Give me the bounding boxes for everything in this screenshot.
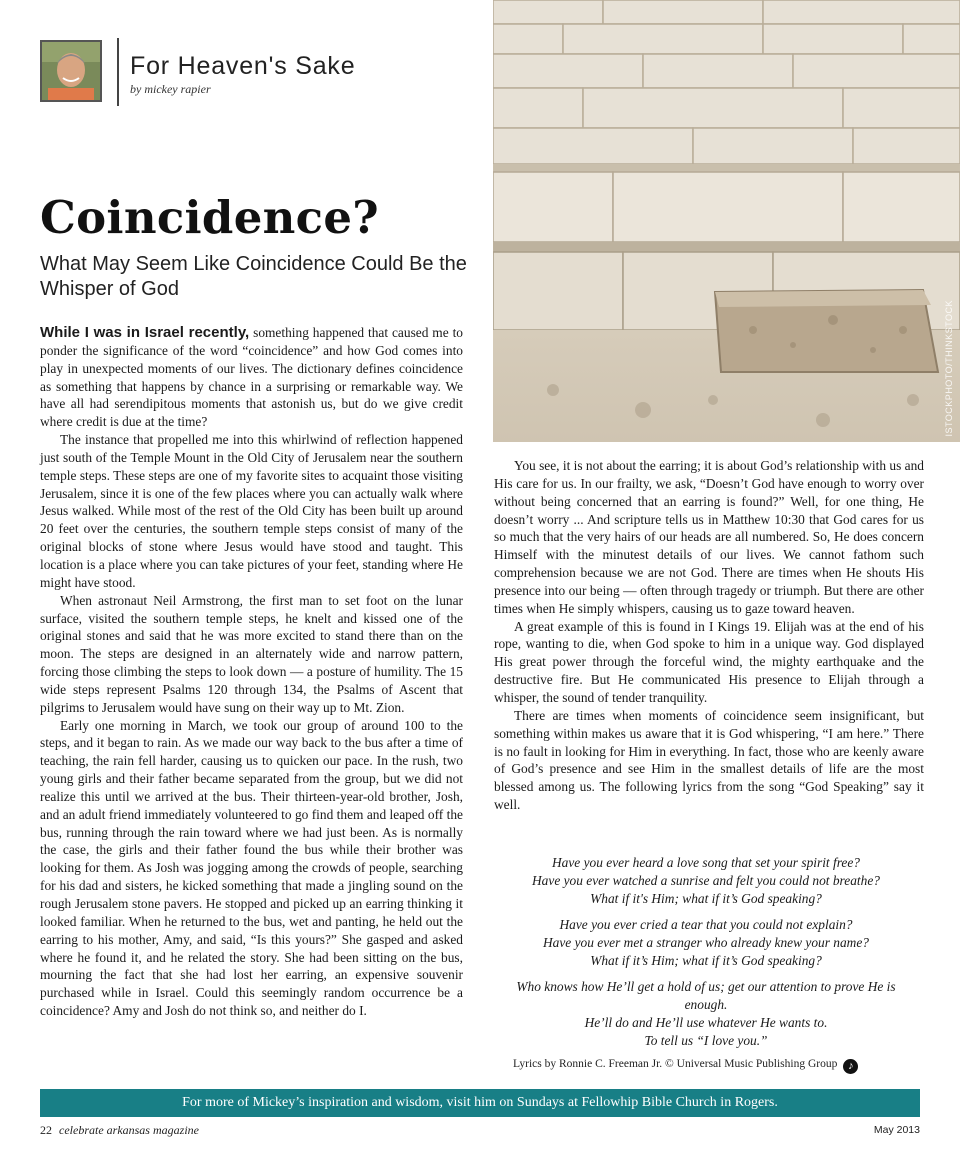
- lyrics-stanza: [494, 978, 918, 1050]
- column-byline: by mickey rapier: [130, 82, 211, 96]
- lyrics-credit: [513, 1058, 913, 1074]
- lyrics-credit-text: Lyrics by Ronnie C. Freeman Jr. © Universal Music Publishing Group: [513, 1058, 838, 1070]
- column-header: [40, 38, 460, 106]
- song-lyrics: [494, 854, 918, 1058]
- paragraph-text: something happened that caused me to ponder the significance of the word “coincidence” and how God comes into play in unexpected moments of our lives. The dictionary defines coincidence as something that happens by chance in a surprising or remarkable way. We have all had serendipitous moments that astonish us, but do we give credit where credit is due at the time?: [40, 325, 463, 430]
- lyric-line: Have you ever cried a tear that you could not explain?: [559, 917, 853, 932]
- column-title: For Heaven's Sake: [130, 52, 356, 80]
- article-paragraph: There are times when moments of coincidence seem insignificant, but something within makes us aware that it is God whispering, “I am here.” There is no fault in looking for Him in everything. In fact, those who are keenly aware of God’s presence and see Him in the smallest details of life are the most blessed among us. The following lyrics from the song “God Speaking” say it well.: [494, 707, 924, 813]
- page-footer: [40, 1123, 199, 1138]
- author-portrait-icon: [42, 42, 100, 100]
- author-avatar: [40, 40, 102, 102]
- issue-date: May 2013: [873, 1124, 920, 1136]
- temple-steps-photo: [493, 0, 960, 442]
- page-number: 22: [40, 1123, 52, 1137]
- publication-name: celebrate arkansas magazine: [59, 1123, 199, 1137]
- article-left-column: [40, 324, 463, 1020]
- lyric-line: Have you ever met a stranger who already knew your name?: [542, 935, 869, 950]
- article-paragraph: Early one morning in March, we took our group of around 100 to the steps, and it began to rain. As we made our way back to the bus after a time of teaching, the rain fell harder, causing us to quicken our pace. In the rush, two young girls and their father became separated from the group, but we did not realize this until we arrived at the bus. Their thirteen-year-old brother, Josh, and an adult friend immediately volunteered to go find them and leaped off the bus, running through the rain toward where we had just been. As is normally the case, the girls and their father found the bus while their brother was looking for them. As Josh was jogging among the crowds of people, searching for his dad and sisters, he kicked something that made a jingling sound on the rough Jerusalem stone pavers. He stopped and picked up an earring thinking it looked familiar. When he returned to the bus, wet and panting, he held out the earring to his mother, Amy, and said, “Is this yours?” She gasped and asked where he found it, and he related the story. She had been sitting on the bus, mourning the fact that she had lost her earring, an expensive souvenir purchased while in Israel. Could this seemingly random occurrence be a coincidence? Amy and Josh do not think so, and neither do I.: [40, 717, 463, 1019]
- photo-credit: ISTOCKPHOTO/THINKSTOCK: [944, 300, 954, 437]
- article-paragraph: [40, 324, 463, 431]
- lyric-line: To tell us “I love you.”: [644, 1033, 768, 1048]
- lyric-line: What if it's Him; what if it’s God speaking?: [590, 891, 822, 906]
- article-lead-in: While I was in Israel recently,: [40, 324, 250, 341]
- lyric-line: What if it’s Him; what if it’s God speaking?: [590, 953, 822, 968]
- lyric-line: Who knows how He’ll get a hold of us; get our attention to prove He is enough.: [516, 979, 896, 1012]
- header-divider: [117, 38, 119, 106]
- lyrics-stanza: [494, 854, 918, 908]
- article-headline: Coincidence?: [40, 191, 379, 244]
- lyric-line: He’ll do and He’ll use whatever He wants to.: [584, 1015, 828, 1030]
- article-paragraph: The instance that propelled me into this whirlwind of reflection happened just south of the Temple Mount in the Old City of Jerusalem near the southern temple steps. These steps are one of my favorite sites to acquaint those visiting Jerusalem, since it is one of the few places where you can actually walk where Jesus walked. While most of the rest of the Old City has been built up around 20 feet over the centuries, the southern temple steps consist of many of the original blocks of stone where Jesus would have stood and taught. This location is a place where you can take pictures of your feet, standing where He might have stood.: [40, 432, 463, 590]
- lyric-line: Have you ever watched a sunrise and felt you could not breathe?: [532, 873, 880, 888]
- article-paragraph: A great example of this is found in I Kings 19. Elijah was at the end of his rope, wanting to die, when God spoke to him in a unique way. God displayed His great power through the forceful wind, the mighty earthquake and the destructive fire. But He communicated His presence to Elijah through a whisper, the sound of tender tranquility.: [494, 618, 924, 705]
- music-note-icon: ♪: [843, 1059, 858, 1074]
- lyric-line: Have you ever heard a love song that set your spirit free?: [551, 855, 861, 870]
- temple-steps-illustration: [493, 0, 960, 442]
- article-subhead: What May Seem Like Coincidence Could Be the Whisper of God: [40, 253, 467, 300]
- lyrics-stanza: [494, 916, 918, 970]
- promo-banner: For more of Mickey’s inspiration and wisdom, visit him on Sundays at Fellowhip Bible Church in Rogers.: [40, 1089, 920, 1117]
- article-right-column: [494, 457, 924, 814]
- article-paragraph: You see, it is not about the earring; it is about God’s relationship with us and His care for us. In our frailty, we ask, “Doesn’t God have enough to worry over without being concerned that an earring is found?” Well, for one thing, He doesn’t worry ... And scripture tells us in Matthew 10:30 that God cares for us so much that the very hairs of our heads are all numbered. So, He does concern Himself with the minutest details of our lives. We cannot fathom such comprehension because we are not God. There are times when He shouts His presence into our being — often through tragedy or triumph. But there are other times when He simply whispers, causing us to gaze toward heaven.: [494, 458, 924, 616]
- article-paragraph: When astronaut Neil Armstrong, the first man to set foot on the lunar surface, visited the southern temple steps, he knelt and kissed one of the original stones and said that he was more excited to stand there than on the moon. The steps are designed in an alternately wide and narrow pattern, forcing those climbing the steps to look down — a posture of humility. The 15 wide steps represent Psalms 120 through 134, the Psalms of Ascent that pilgrims to Jerusalem would have sung on their way up to Mt. Zion.: [40, 592, 463, 715]
